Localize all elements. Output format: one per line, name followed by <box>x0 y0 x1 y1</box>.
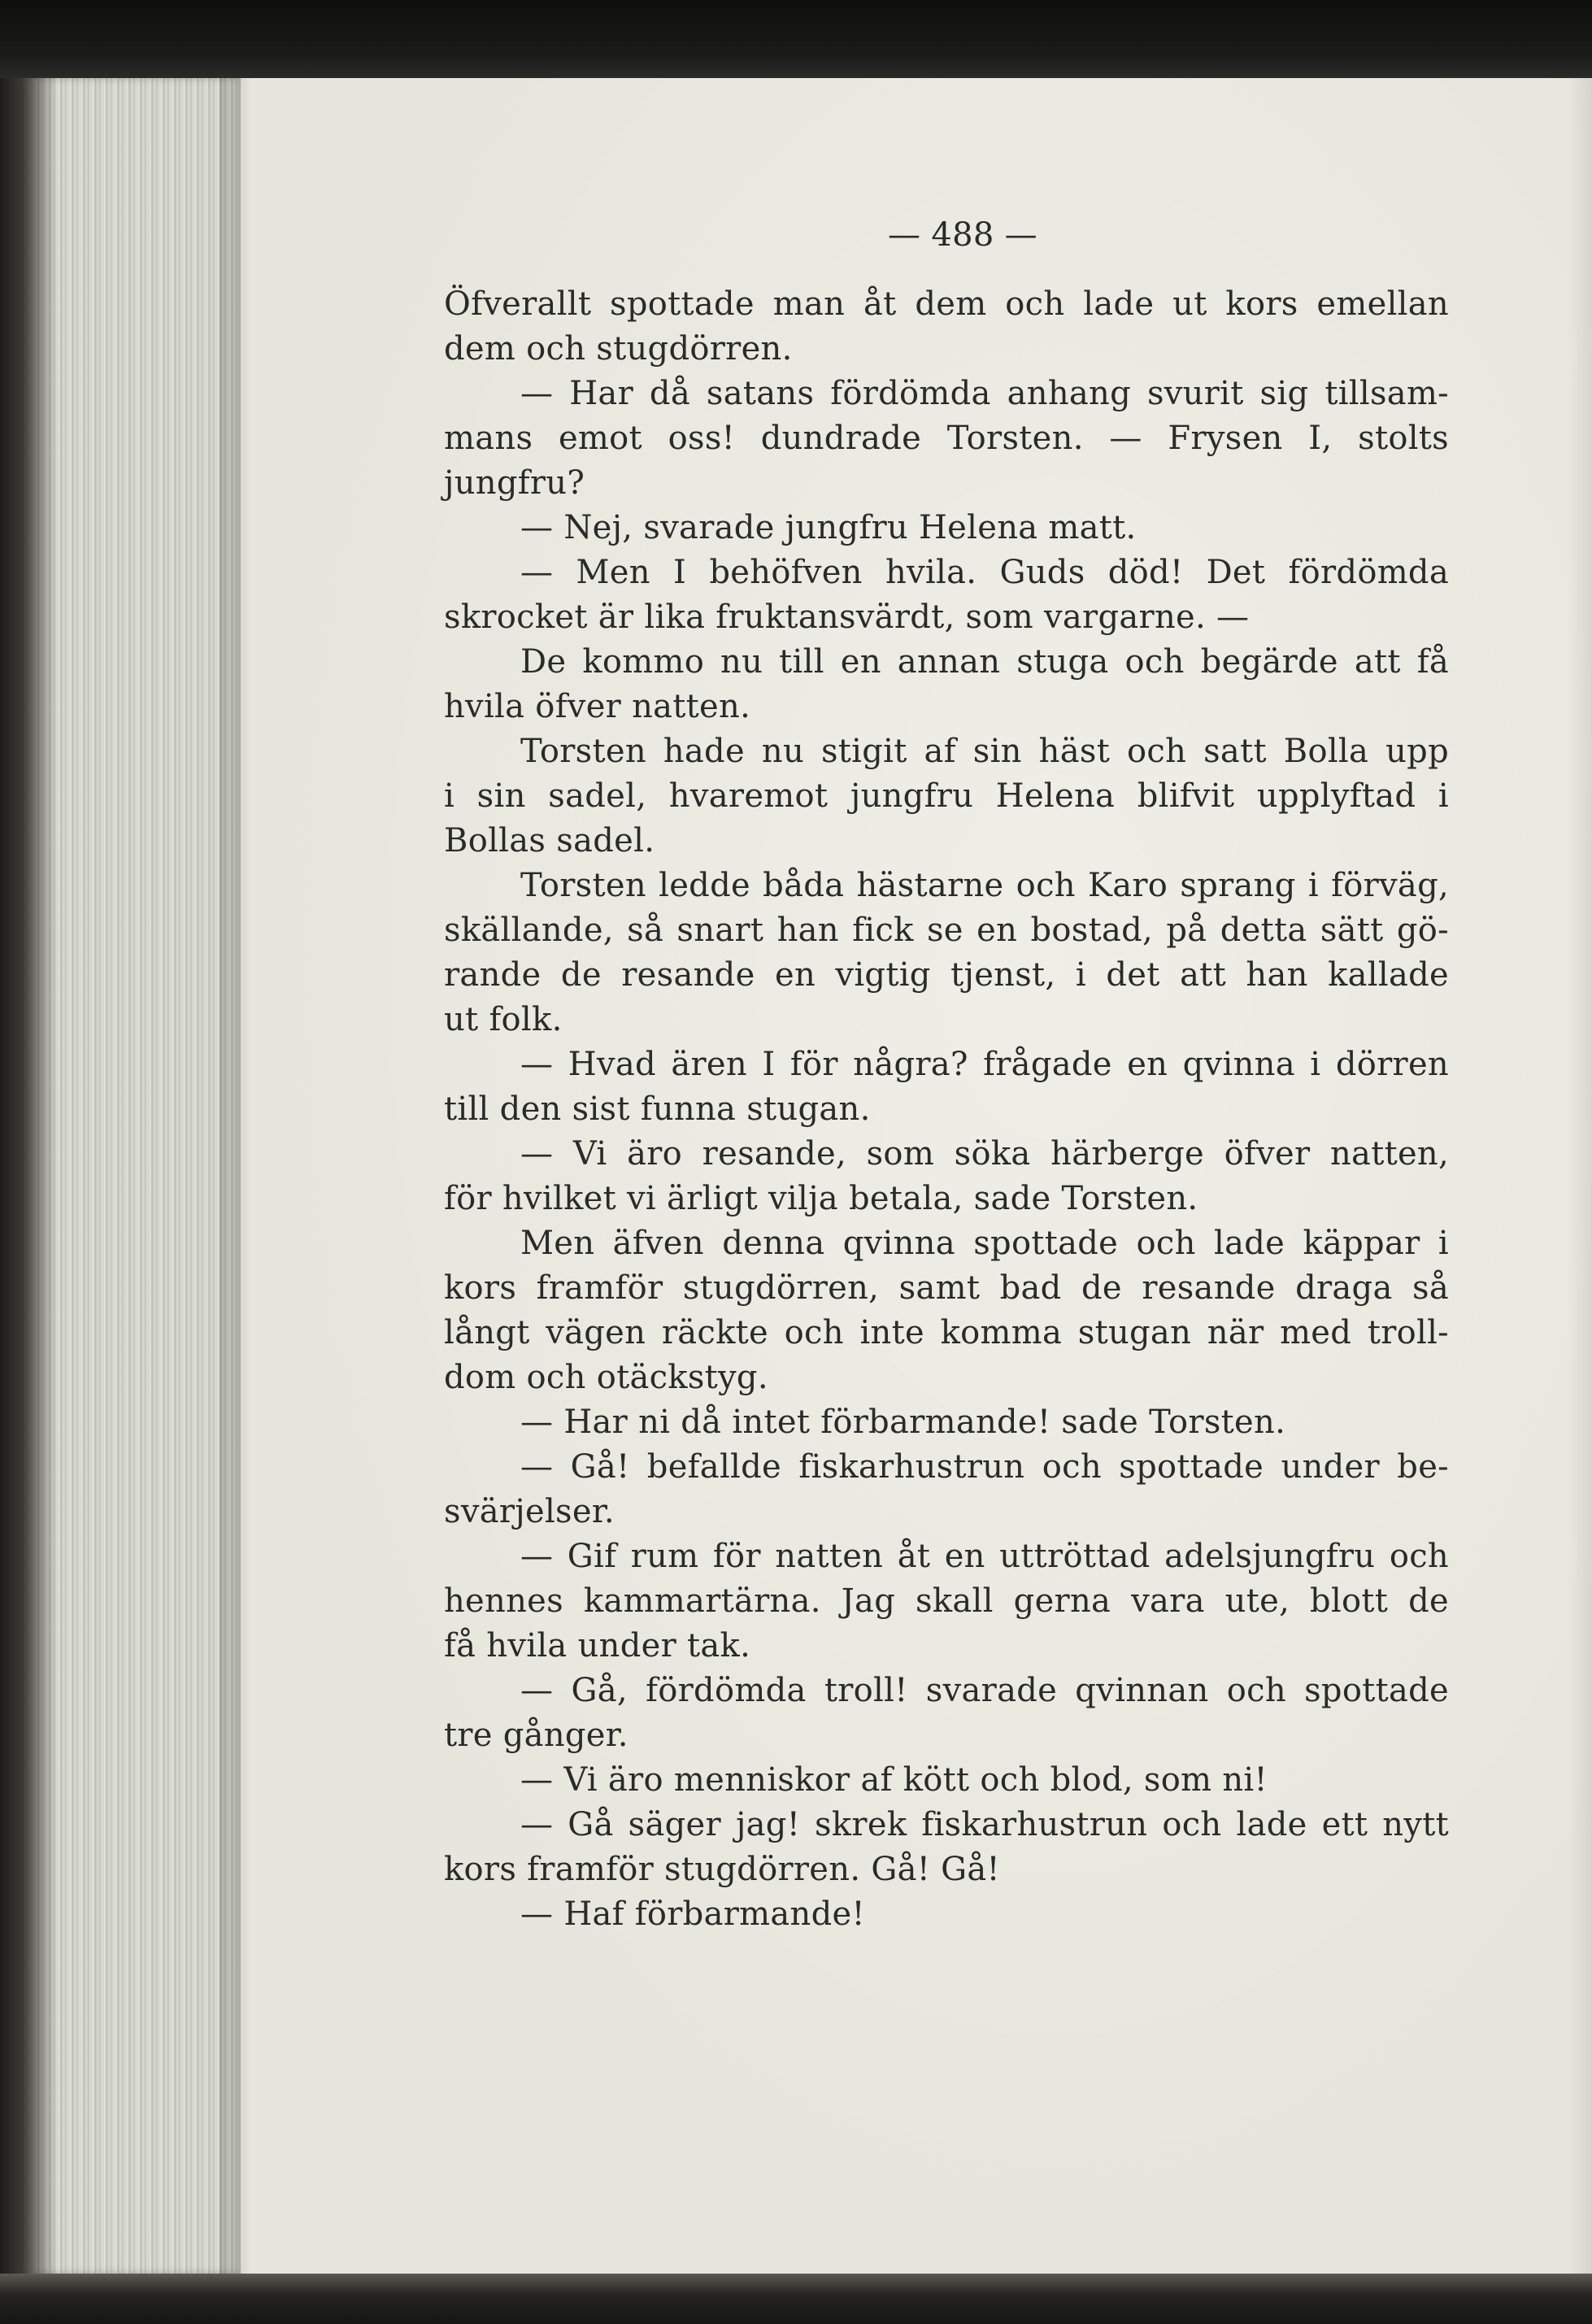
text-line: skrocket är lika fruktansvärdt, som vargarne. — <box>444 598 1250 636</box>
text-line: Öfverallt spottade man åt dem och lade ut kors emellan <box>444 285 1449 323</box>
text-line: kors framför stugdörren. Gå! Gå! <box>444 1851 1000 1888</box>
page-text-block <box>444 213 1449 1937</box>
text-line: mans emot oss! dundrade Torsten. — Frysen I, stolts <box>444 420 1449 457</box>
text-line: jungfru? <box>444 464 585 502</box>
text-line: hvila öfver natten. <box>444 688 751 725</box>
spine-shadow <box>220 78 252 2274</box>
scan-background-top <box>0 0 1592 78</box>
text-line: — Hvad ären I för några? frågade en qvinna i dörren <box>520 1046 1449 1083</box>
text-line: — Vi äro resande, som söka härberge öfver natten, <box>520 1135 1449 1173</box>
text-line: — Nej, svarade jungfru Helena matt. <box>520 509 1137 546</box>
book-page-edges <box>0 78 244 2274</box>
text-line: — Gå! befallde fiskarhustrun och spottade under be- <box>520 1448 1449 1486</box>
text-line: rande de resande en vigtig tjenst, i det att han kallade <box>444 956 1449 994</box>
text-line: dom och otäckstyg. <box>444 1359 768 1396</box>
text-line: Men äfven denna qvinna spottade och lade käppar i <box>520 1225 1449 1262</box>
text-line: få hvila under tak. <box>444 1627 751 1665</box>
text-line: — Vi äro menniskor af kött och blod, som ni! <box>520 1761 1268 1799</box>
text-line: Torsten hade nu stigit af sin häst och satt Bolla upp <box>520 733 1449 770</box>
text-line: skällande, så snart han fick se en bostad, på detta sätt gö- <box>444 912 1449 949</box>
text-line: — Gå, fördömda troll! svarade qvinnan och spottade <box>520 1672 1449 1709</box>
scan-background-bottom <box>0 2274 1592 2324</box>
text-line: till den sist funna stugan. <box>444 1090 871 1128</box>
text-line: för hvilket vi ärligt vilja betala, sade Torsten. <box>444 1180 1198 1217</box>
text-line: — Gif rum för natten åt en uttröttad adelsjungfru och <box>520 1538 1449 1575</box>
text-line: tre gånger. <box>444 1717 629 1754</box>
text-line: — Men I behöfven hvila. Guds död! Det fördömda <box>520 554 1449 591</box>
text-line: Torsten ledde båda hästarne och Karo sprang i förväg, <box>520 867 1449 904</box>
text-line: kors framför stugdörren, samt bad de resande draga så <box>444 1269 1449 1307</box>
text-line: långt vägen räckte och inte komma stugan när med troll- <box>444 1314 1449 1351</box>
text-line: — Gå säger jag! skrek fiskarhustrun och lade ett nytt <box>520 1806 1449 1843</box>
text-lines <box>444 282 1449 1937</box>
text-line: — Har då satans fördömda anhang svurit sig tillsam- <box>520 375 1449 412</box>
text-line: dem och stugdörren. <box>444 330 793 368</box>
text-line: ut folk. <box>444 1001 563 1038</box>
text-line: svärjelser. <box>444 1493 615 1530</box>
text-line: — Har ni då intet förbarmande! sade Torsten. <box>520 1404 1286 1441</box>
text-line: hennes kammartärna. Jag skall gerna vara ute, blott de <box>444 1582 1449 1620</box>
page-number: — 488 — <box>888 216 1037 254</box>
text-line: — Haf förbarmande! <box>520 1895 865 1933</box>
text-line: De kommo nu till en annan stuga och begärde att få <box>520 643 1449 681</box>
text-line: Bollas sadel. <box>444 822 655 860</box>
text-line: i sin sadel, hvaremot jungfru Helena blifvit upplyftad i <box>444 777 1449 815</box>
